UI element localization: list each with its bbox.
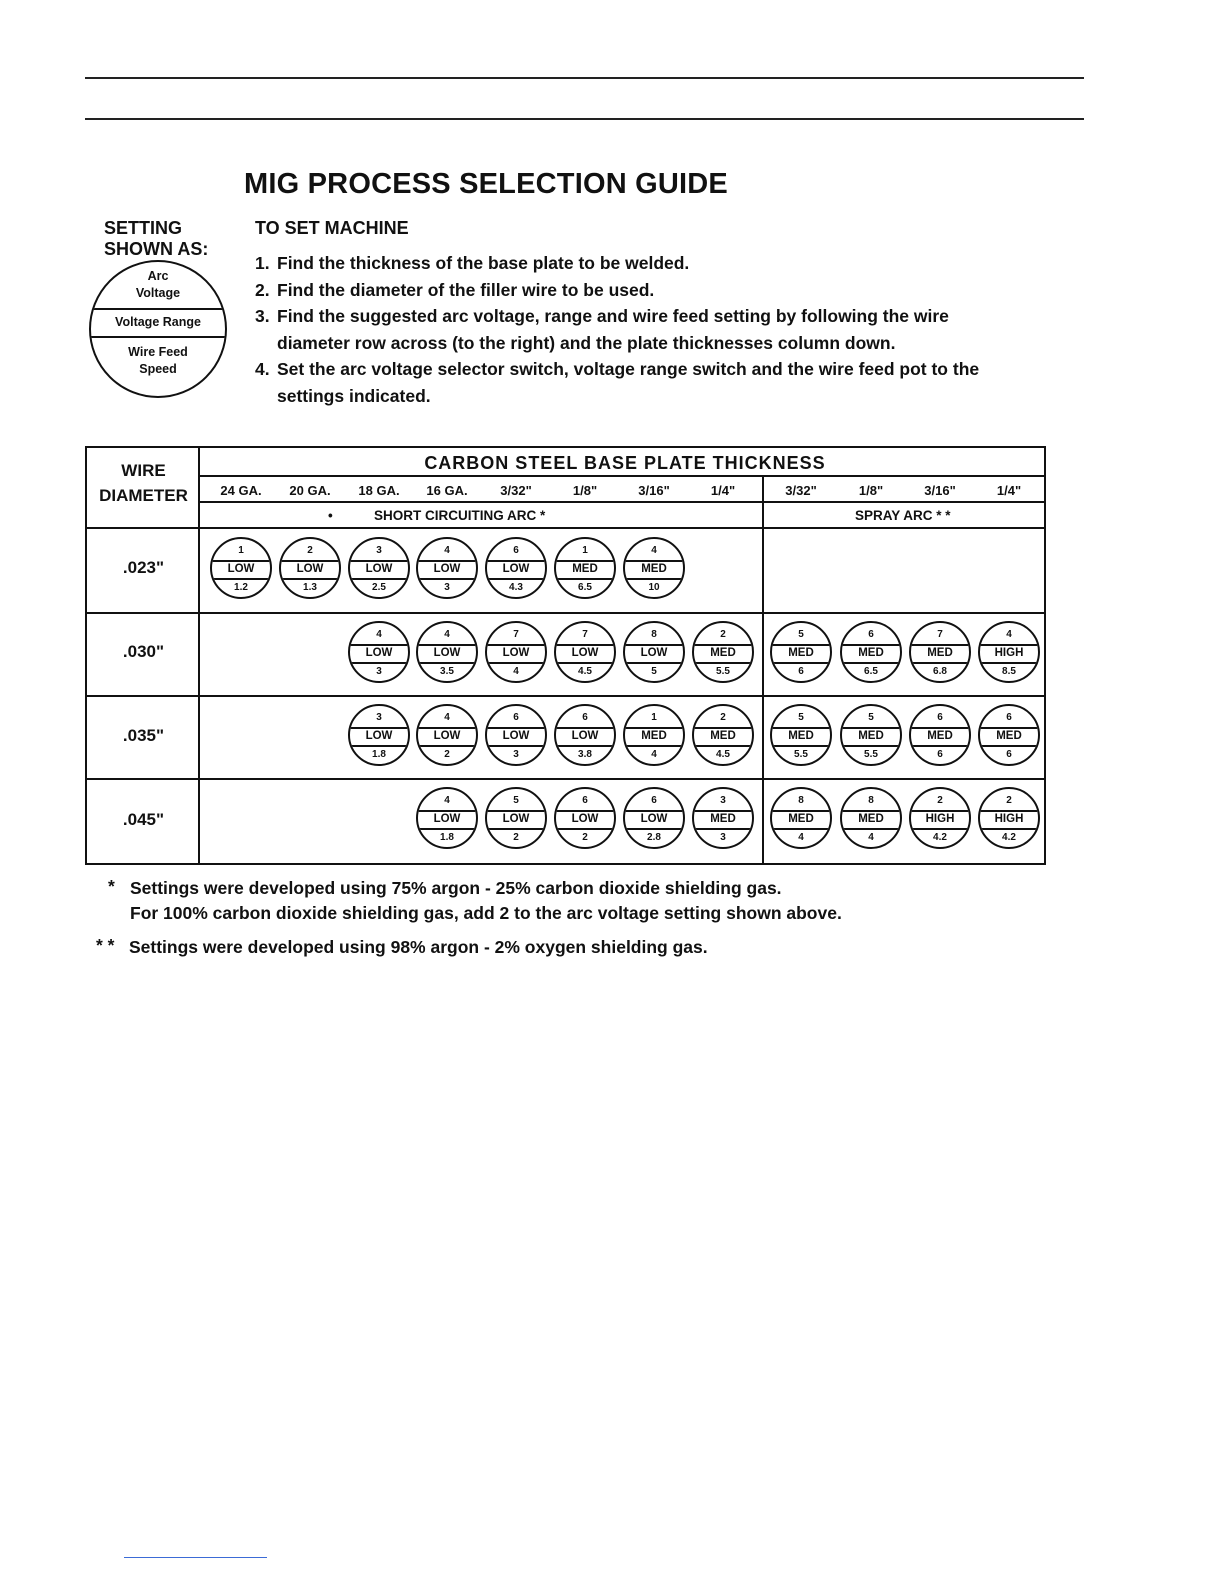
wire-feed-speed-value: 6.8: [933, 666, 947, 677]
voltage-range-value: LOW: [502, 563, 530, 575]
legend-arc-line2: Voltage: [135, 286, 181, 300]
wire-feed-speed-value: 3: [720, 832, 726, 843]
footnote-1: [108, 876, 842, 926]
arc-voltage-value: 3: [376, 712, 382, 723]
dial-divider: [350, 578, 408, 580]
wire-feed-speed-value: 5.5: [864, 749, 878, 760]
voltage-range-value: LOW: [227, 563, 255, 575]
dial-divider: [487, 662, 545, 664]
dial-divider: [556, 828, 614, 830]
voltage-range-value: LOW: [502, 813, 530, 825]
voltage-range-value: LOW: [640, 813, 668, 825]
dial-divider: [772, 745, 830, 747]
arc-voltage-value: 6: [582, 712, 588, 723]
voltage-range-value: LOW: [640, 647, 668, 659]
wire-header-line1: WIRE: [121, 461, 166, 480]
voltage-range-value: MED: [858, 730, 884, 742]
setting-dial: [554, 621, 616, 683]
instruction-list: [255, 250, 1015, 409]
wire-feed-speed-value: 4.3: [509, 582, 523, 593]
wire-feed-speed-value: 10: [648, 582, 660, 593]
header-rule-1: [200, 475, 1044, 477]
dial-divider: [350, 662, 408, 664]
setting-dial: [554, 787, 616, 849]
legend-arc-line1: Arc: [147, 269, 169, 283]
setting-dial: [978, 787, 1040, 849]
short-arc-bullet: •: [328, 508, 333, 523]
setting-dial: [770, 787, 832, 849]
dial-divider: [625, 828, 683, 830]
dial-divider: [625, 662, 683, 664]
arc-voltage-value: 1: [238, 545, 244, 556]
dial-divider: [281, 578, 339, 580]
step-text: Find the diameter of the filler wire to be used.: [277, 279, 655, 300]
arc-voltage-value: 7: [937, 629, 943, 640]
thickness-label: 3/16": [924, 483, 956, 498]
setting-dial: [623, 704, 685, 766]
setting-dial: [840, 621, 902, 683]
wire-diameter-label: .030": [122, 642, 165, 661]
wire-feed-speed-value: 8.5: [1002, 666, 1016, 677]
arc-voltage-value: 4: [444, 545, 450, 556]
dial-divider: [911, 662, 969, 664]
arc-type-divider: [762, 477, 764, 863]
arc-voltage-value: 5: [798, 712, 804, 723]
voltage-range-value: MED: [572, 563, 598, 575]
setting-dial: [279, 537, 341, 599]
arc-voltage-value: 8: [798, 795, 804, 806]
setting-dial: [840, 787, 902, 849]
voltage-range-value: LOW: [365, 647, 393, 659]
setting-dial: [485, 537, 547, 599]
dial-divider: [487, 578, 545, 580]
setting-dial: [692, 704, 754, 766]
instructions-heading: TO SET MACHINE: [255, 218, 409, 238]
dial-divider: [694, 828, 752, 830]
arc-voltage-value: 7: [513, 629, 519, 640]
dial-divider: [911, 828, 969, 830]
arc-voltage-value: 2: [720, 712, 726, 723]
legend-heading: [104, 218, 208, 260]
voltage-range-value: MED: [927, 730, 953, 742]
voltage-range-value: LOW: [571, 647, 599, 659]
bottom-link-underline: [124, 1557, 267, 1558]
plate-thickness-header: CARBON STEEL BASE PLATE THICKNESS: [424, 453, 826, 473]
thickness-label: 3/16": [638, 483, 670, 498]
voltage-range-value: HIGH: [994, 813, 1024, 825]
dial-divider: [350, 745, 408, 747]
row-rule-2: [87, 695, 1044, 697]
dial-divider: [694, 745, 752, 747]
wire-feed-speed-value: 2: [513, 832, 519, 843]
arc-voltage-value: 2: [937, 795, 943, 806]
dial-divider: [772, 662, 830, 664]
legend-wire-line1: Wire Feed: [128, 345, 188, 359]
voltage-range-value: LOW: [296, 563, 324, 575]
arc-voltage-value: 5: [868, 712, 874, 723]
setting-dial: [909, 787, 971, 849]
setting-dial: [348, 704, 410, 766]
voltage-range-value: MED: [788, 647, 814, 659]
wire-feed-speed-value: 6: [1006, 749, 1012, 760]
dial-divider: [418, 578, 476, 580]
wire-feed-speed-value: 4: [868, 832, 874, 843]
setting-dial: [978, 704, 1040, 766]
instruction-step: [255, 277, 1015, 304]
setting-dial: [978, 621, 1040, 683]
setting-dial: [416, 621, 478, 683]
spray-arc-label: SPRAY ARC * *: [855, 508, 951, 523]
dial-divider: [418, 828, 476, 830]
setting-dial: [416, 537, 478, 599]
voltage-range-value: LOW: [433, 730, 461, 742]
setting-dial: [485, 621, 547, 683]
dial-divider: [418, 662, 476, 664]
wire-feed-speed-value: 5.5: [794, 749, 808, 760]
voltage-range-value: MED: [996, 730, 1022, 742]
legend-wire-line2: Speed: [139, 362, 177, 376]
voltage-range-value: LOW: [433, 563, 461, 575]
arc-voltage-value: 8: [651, 629, 657, 640]
setting-dial: [485, 787, 547, 849]
arc-voltage-value: 4: [1006, 629, 1012, 640]
dial-divider: [625, 578, 683, 580]
setting-dial: [909, 704, 971, 766]
wire-feed-speed-value: 4.5: [578, 666, 592, 677]
step-number: 4.: [255, 359, 270, 379]
footnote-2: [96, 935, 708, 960]
voltage-range-value: MED: [641, 563, 667, 575]
wire-header-line2: DIAMETER: [99, 486, 188, 505]
voltage-range-value: MED: [710, 730, 736, 742]
voltage-range-value: HIGH: [994, 647, 1024, 659]
arc-voltage-value: 6: [582, 795, 588, 806]
thickness-label: 18 GA.: [358, 483, 400, 498]
arc-voltage-value: 6: [513, 712, 519, 723]
row-rule-3: [87, 778, 1044, 780]
dial-divider: [980, 745, 1038, 747]
voltage-range-value: LOW: [365, 730, 393, 742]
header-rule-2: [200, 501, 1044, 503]
wire-feed-speed-value: 4: [513, 666, 519, 677]
dial-divider: [556, 662, 614, 664]
instruction-step: [255, 356, 1015, 409]
header-rule-3: [87, 527, 1044, 529]
wire-feed-speed-value: 5.5: [716, 666, 730, 677]
wire-feed-speed-value: 3: [513, 749, 519, 760]
short-circuiting-arc-label: SHORT CIRCUITING ARC *: [374, 508, 546, 523]
wire-feed-speed-value: 4.2: [933, 832, 947, 843]
wire-feed-speed-value: 4.2: [1002, 832, 1016, 843]
wire-feed-speed-value: 6: [798, 666, 804, 677]
legend-divider-bottom: [91, 336, 225, 338]
voltage-range-value: MED: [858, 647, 884, 659]
thickness-label: 20 GA.: [289, 483, 331, 498]
legend-heading-line1: SETTING: [104, 218, 183, 238]
arc-voltage-value: 4: [444, 712, 450, 723]
voltage-range-value: MED: [710, 813, 736, 825]
arc-voltage-value: 4: [444, 629, 450, 640]
arc-voltage-value: 8: [868, 795, 874, 806]
dial-divider: [694, 662, 752, 664]
arc-voltage-value: 1: [651, 712, 657, 723]
wire-diameter-label: .023": [122, 558, 165, 577]
thickness-label: 16 GA.: [426, 483, 468, 498]
setting-dial: [485, 704, 547, 766]
dial-divider: [556, 745, 614, 747]
step-text: Set the arc voltage selector switch, voltage range switch and the wire feed pot to the settings indicated.: [277, 359, 980, 406]
arc-voltage-value: 5: [513, 795, 519, 806]
arc-voltage-value: 2: [720, 629, 726, 640]
wire-diameter-label: .045": [122, 810, 165, 829]
legend-heading-line2: SHOWN AS:: [104, 239, 209, 259]
wire-feed-speed-value: 2: [582, 832, 588, 843]
step-number: 2.: [255, 279, 270, 300]
wire-feed-speed-value: 1.8: [372, 749, 386, 760]
setting-dial: [623, 787, 685, 849]
setting-dial: [692, 787, 754, 849]
wire-feed-speed-value: 6.5: [578, 582, 592, 593]
arc-voltage-value: 6: [513, 545, 519, 556]
wire-feed-speed-value: 6.5: [864, 666, 878, 677]
dial-divider: [418, 745, 476, 747]
legend-range-label: Voltage Range: [115, 315, 201, 329]
footnote-2-mark: * *: [96, 935, 115, 955]
dial-divider: [625, 745, 683, 747]
voltage-range-value: LOW: [502, 647, 530, 659]
setting-dial: [416, 704, 478, 766]
wire-feed-speed-value: 4: [798, 832, 804, 843]
voltage-range-value: MED: [858, 813, 884, 825]
thickness-label: 1/8": [572, 483, 598, 498]
wire-diameter-label: .035": [122, 726, 165, 745]
voltage-range-value: MED: [788, 730, 814, 742]
arc-voltage-value: 6: [868, 629, 874, 640]
dial-divider: [842, 828, 900, 830]
arc-voltage-value: 5: [798, 629, 804, 640]
wire-feed-speed-value: 3: [376, 666, 382, 677]
dial-divider: [842, 662, 900, 664]
arc-voltage-value: 3: [720, 795, 726, 806]
voltage-range-value: MED: [927, 647, 953, 659]
step-number: 1.: [255, 253, 270, 273]
legend-divider-top: [91, 308, 225, 310]
dial-divider: [212, 578, 270, 580]
voltage-range-value: LOW: [433, 647, 461, 659]
setting-dial: [623, 537, 685, 599]
setting-dial: [840, 704, 902, 766]
setting-dial: [348, 537, 410, 599]
voltage-range-value: HIGH: [925, 813, 955, 825]
voltage-range-value: LOW: [433, 813, 461, 825]
setting-dial: [416, 787, 478, 849]
setting-dial: [770, 621, 832, 683]
thickness-label: 1/4": [996, 483, 1022, 498]
row-rule-1: [87, 612, 1044, 614]
voltage-range-value: LOW: [571, 730, 599, 742]
arc-voltage-value: 6: [1006, 712, 1012, 723]
settings-table: [85, 446, 1046, 865]
legend-wire-label: [91, 344, 225, 378]
thickness-label: 1/8": [858, 483, 884, 498]
arc-voltage-value: 1: [582, 545, 588, 556]
dial-divider: [842, 745, 900, 747]
thickness-label: 3/32": [785, 483, 817, 498]
step-text: Find the thickness of the base plate to be welded.: [277, 253, 690, 273]
footnote-1-line2: For 100% carbon dioxide shielding gas, add 2 to the arc voltage setting shown above.: [130, 903, 842, 923]
step-text: Find the suggested arc voltage, range and wire feed setting by following the wire diameter row across (to the right) and the plate thicknesses column down.: [277, 306, 949, 353]
wire-diameter-header: [87, 458, 200, 508]
wire-feed-speed-value: 5: [651, 666, 657, 677]
instruction-step: [255, 303, 1015, 356]
dial-divider: [980, 662, 1038, 664]
wire-feed-speed-value: 1.3: [303, 582, 317, 593]
footnote-2-text: Settings were developed using 98% argon - 2% oxygen shielding gas.: [129, 937, 708, 957]
setting-dial: [623, 621, 685, 683]
footnote-1-line1: Settings were developed using 75% argon - 25% carbon dioxide shielding gas.: [130, 878, 782, 898]
arc-voltage-value: 3: [376, 545, 382, 556]
arc-voltage-value: 6: [651, 795, 657, 806]
arc-voltage-value: 2: [307, 545, 313, 556]
dial-divider: [911, 745, 969, 747]
arc-voltage-value: 2: [1006, 795, 1012, 806]
wire-feed-speed-value: 2.5: [372, 582, 386, 593]
setting-dial: [692, 621, 754, 683]
wire-feed-speed-value: 3.5: [440, 666, 454, 677]
setting-dial: [210, 537, 272, 599]
voltage-range-value: MED: [710, 647, 736, 659]
voltage-range-value: LOW: [365, 563, 393, 575]
thickness-label: 24 GA.: [220, 483, 262, 498]
arc-voltage-value: 4: [376, 629, 382, 640]
arc-voltage-value: 4: [651, 545, 657, 556]
thickness-label: 1/4": [710, 483, 736, 498]
arc-voltage-value: 4: [444, 795, 450, 806]
setting-dial: [554, 704, 616, 766]
wire-feed-speed-value: 1.8: [440, 832, 454, 843]
legend-dial: [89, 260, 227, 398]
dial-divider: [487, 745, 545, 747]
wire-feed-speed-value: 1.2: [234, 582, 248, 593]
top-rule: [85, 77, 1084, 79]
step-number: 3.: [255, 306, 270, 326]
voltage-range-value: LOW: [571, 813, 599, 825]
dial-divider: [980, 828, 1038, 830]
arc-voltage-value: 6: [937, 712, 943, 723]
arc-voltage-value: 7: [582, 629, 588, 640]
wire-feed-speed-value: 2.8: [647, 832, 661, 843]
voltage-range-value: MED: [641, 730, 667, 742]
dial-divider: [487, 828, 545, 830]
wire-feed-speed-value: 4.5: [716, 749, 730, 760]
thickness-label: 3/32": [500, 483, 532, 498]
wire-feed-speed-value: 2: [444, 749, 450, 760]
setting-dial: [348, 621, 410, 683]
wire-feed-speed-value: 6: [937, 749, 943, 760]
footnote-1-mark: *: [108, 876, 115, 896]
legend-arc-label: [91, 268, 225, 302]
page-title: MIG PROCESS SELECTION GUIDE: [244, 168, 728, 200]
wire-feed-speed-value: 3.8: [578, 749, 592, 760]
second-rule: [85, 118, 1084, 120]
setting-dial: [770, 704, 832, 766]
dial-divider: [556, 578, 614, 580]
setting-dial: [554, 537, 616, 599]
dial-divider: [772, 828, 830, 830]
setting-dial: [909, 621, 971, 683]
wire-feed-speed-value: 4: [651, 749, 657, 760]
voltage-range-value: LOW: [502, 730, 530, 742]
instruction-step: [255, 250, 1015, 277]
wire-feed-speed-value: 3: [444, 582, 450, 593]
voltage-range-value: MED: [788, 813, 814, 825]
